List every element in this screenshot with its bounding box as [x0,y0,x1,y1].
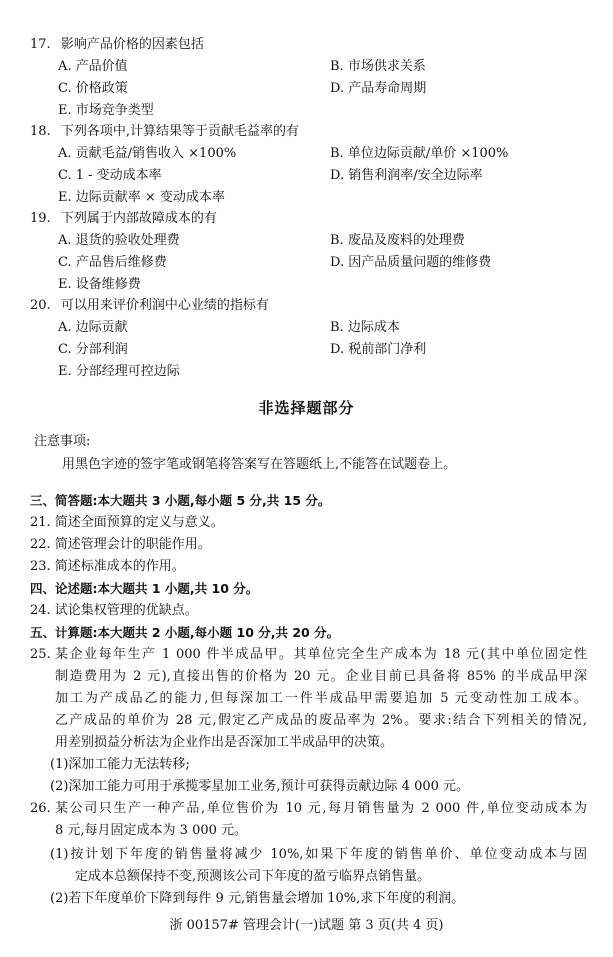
option-e: E. 边际贡献率 × 变动成本率 [58,190,225,205]
option-e: E. 设备维修费 [58,277,141,292]
part4-heading: 四、论述题:本大题共 1 小题,共 10 分。 [30,581,259,596]
option-b: B. 废品及废料的处理费 [330,233,465,248]
question-stem: 可以用来评价利润中心业绩的指标有 [60,298,269,313]
question-number: 19. [30,211,51,226]
question-26-sub-1: (1)按计划下年度的销售量将减少 10%,如果下年度的销售单价、单位变动成本与固 [50,847,587,862]
option-d: D. 销售利润率/安全边际率 [330,168,483,183]
notice-text: 用黑色字迹的签字笔或钢笔将答案写在答题纸上,不能答在试题卷上。 [62,457,457,472]
question-24: 24. 试论集权管理的优缺点。 [30,603,198,618]
option-d: D. 因产品质量问题的维修费 [330,255,492,270]
option-d: D. 税前部门净利 [330,342,427,357]
question-25-line: 乙产成品的单价为 28 元,假定乙产成品的废品率为 2%。要求:结合下列相关的情况, [55,713,587,728]
question-18 [30,122,299,142]
question-25-line: 制造费用为 2 元),直接出售的价格为 20 元。企业目前已具备将 85% 的半成品甲深 [55,669,587,684]
option-a: A. 产品价值 [58,59,128,74]
part5-heading: 五、计算题:本大题共 2 小题,每小题 10 分,共 20 分。 [30,625,340,640]
option-c: C. 价格政策 [58,81,128,96]
question-26-line: 某公司只生产一种产品,单位售价为 10 元,每月销售量为 2 000 件,单位变动成本为 [55,801,587,816]
option-c: C. 产品售后维修费 [58,255,167,270]
section-title: 非选择题部分 [258,399,355,417]
question-stem: 下列各项中,计算结果等于贡献毛益率的有 [60,124,299,139]
question-25-sub-2: (2)深加工能力可用于承揽零星加工业务,预计可获得贡献边际 4 000 元。 [50,779,470,794]
question-number: 20. [30,298,51,313]
option-b: B. 市场供求关系 [330,59,426,74]
question-21: 21. 简述全面预算的定义与意义。 [30,515,224,530]
question-25-line: 某企业每年生产 1 000 件半成品甲。其单位完全生产成本为 18 元(其中单位固定性 [55,647,587,662]
question-number: 17. [30,37,51,52]
question-20 [30,296,269,316]
notice-heading: 注意事项: [34,434,91,449]
question-25-line: 加工为产成品乙的能力,但每深加工一件半成品甲需要追加 5 元变动性加工成本。 [55,691,587,706]
question-26-line: 8 元,每月固定成本为 3 000 元。 [55,823,248,838]
question-19 [30,209,217,229]
question-25-sub-1: (1)深加工能力无法转移; [50,757,190,772]
option-a: A. 贡献毛益/销售收入 ×100% [58,146,237,161]
question-number: 18. [30,124,51,139]
question-25-number: 25. [30,647,51,662]
question-23: 23. 简述标准成本的作用。 [30,559,185,574]
option-b: B. 单位边际贡献/单价 ×100% [330,146,509,161]
option-a: A. 边际贡献 [58,320,128,335]
option-c: C. 分部利润 [58,342,128,357]
part3-heading: 三、简答题:本大题共 3 小题,每小题 5 分,共 15 分。 [30,493,331,508]
option-d: D. 产品寿命周期 [330,81,427,96]
question-22: 22. 简述管理会计的职能作用。 [30,537,211,552]
question-stem: 影响产品价格的因素包括 [60,37,204,52]
question-25-line: 用差别损益分析法为企业作出是否深加工半成品甲的决策。 [55,735,394,750]
question-26-sub-2: (2)若下年度单价下降到每件 9 元,销售量会增加 10%,求下年度的利润。 [50,891,465,906]
question-17 [30,35,204,55]
question-26-number: 26. [30,801,51,816]
question-stem: 下列属于内部故障成本的有 [60,211,217,226]
option-e: E. 市场竞争类型 [58,103,154,118]
page-footer: 浙 00157# 管理会计(一)试题 第 3 页(共 4 页) [169,918,444,933]
question-26-sub-1-cont: 定成本总额保持不变,预测该公司下年度的盈亏临界点销售量。 [75,869,431,884]
option-b: B. 边际成本 [330,320,400,335]
option-a: A. 退货的验收处理费 [58,233,180,248]
option-e: E. 分部经理可控边际 [58,364,180,379]
option-c: C. 1 - 变动成本率 [58,168,162,183]
